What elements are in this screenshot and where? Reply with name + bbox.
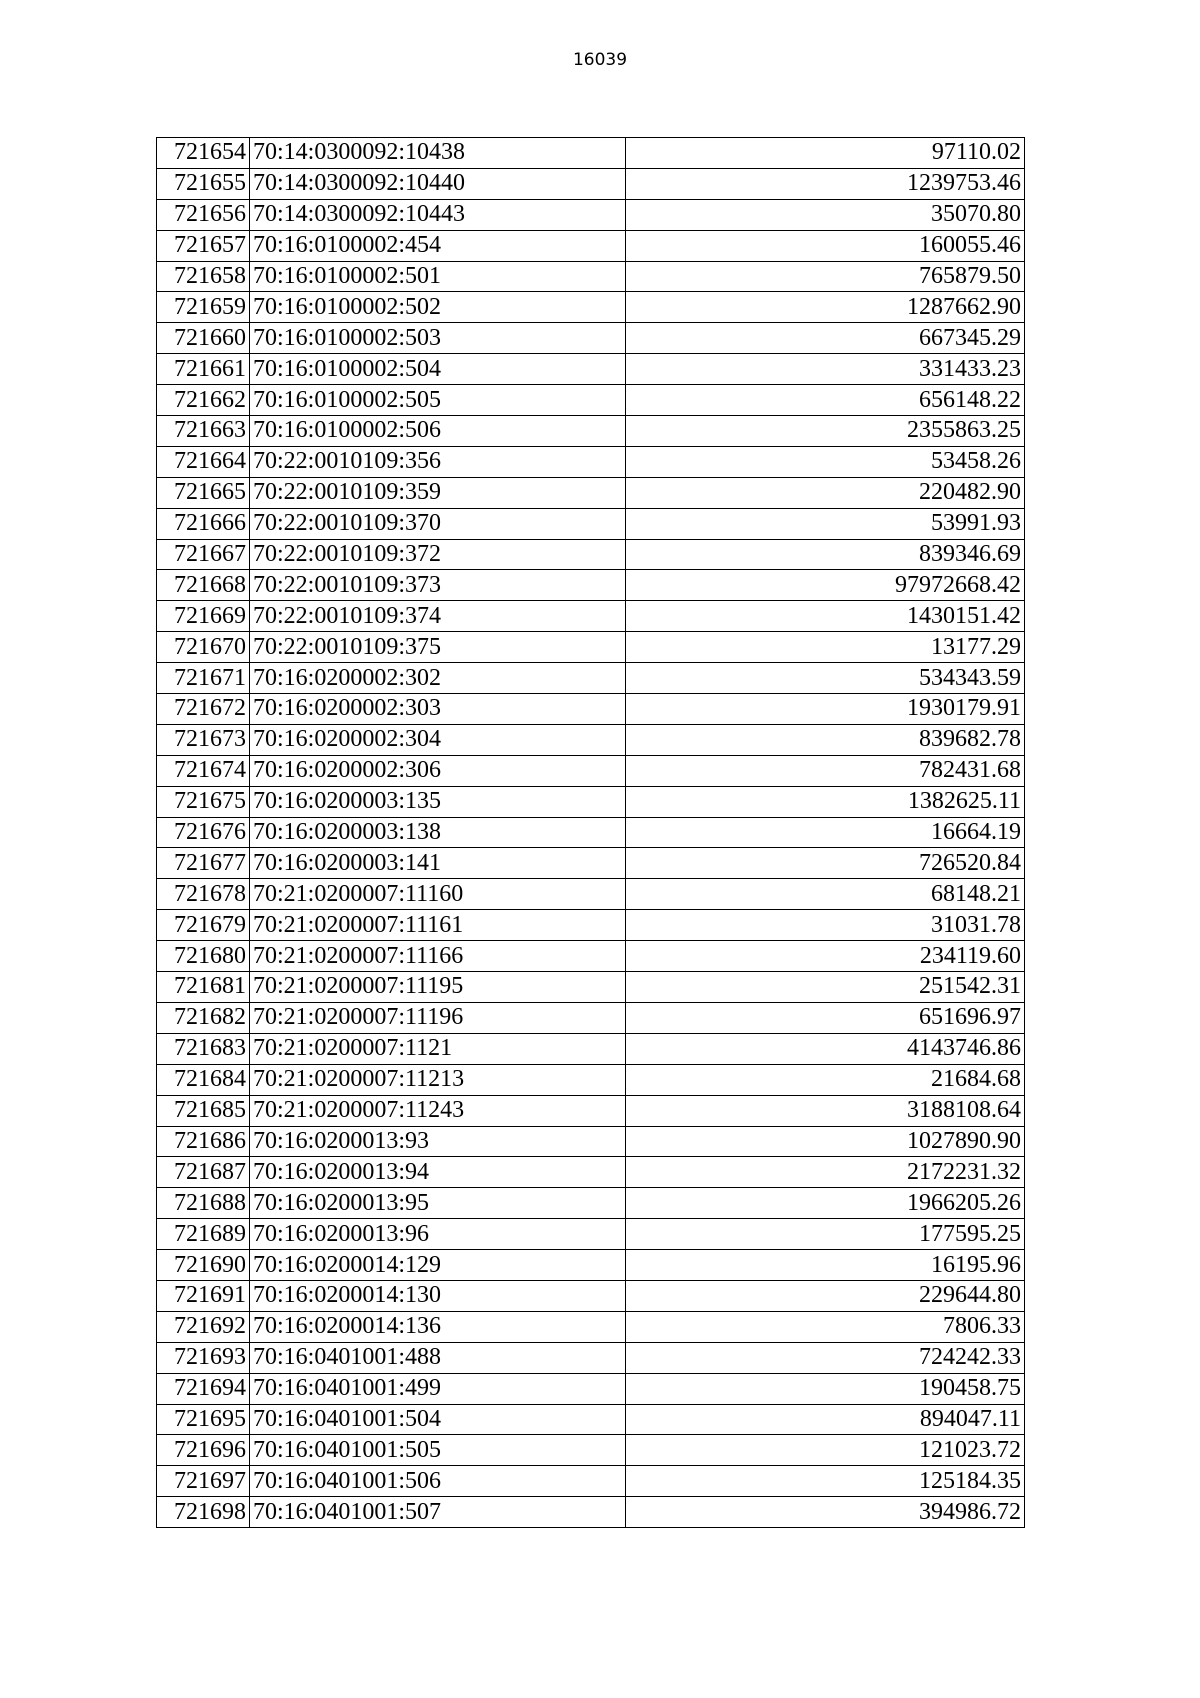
cadastral-value-cell: 656148.22: [626, 385, 1025, 416]
row-number-cell: 721695: [157, 1404, 250, 1435]
cadastral-value-cell: 1287662.90: [626, 292, 1025, 323]
row-number-cell: 721686: [157, 1126, 250, 1157]
table-row: [157, 755, 1025, 786]
table-row: [157, 416, 1025, 447]
cadastral-number-cell: 70:16:0401001:488: [250, 1342, 626, 1373]
row-number-cell: 721668: [157, 570, 250, 601]
cadastral-number-cell: 70:16:0200013:95: [250, 1188, 626, 1219]
row-number-cell: 721675: [157, 786, 250, 817]
table-row: [157, 1280, 1025, 1311]
row-number-cell: 721698: [157, 1497, 250, 1528]
cadastral-value-cell: 13177.29: [626, 632, 1025, 663]
table-row: [157, 1373, 1025, 1404]
table-row: [157, 1466, 1025, 1497]
table-row: [157, 601, 1025, 632]
cadastral-number-cell: 70:21:0200007:11243: [250, 1095, 626, 1126]
table-row: [157, 138, 1025, 169]
cadastral-value-cell: 726520.84: [626, 848, 1025, 879]
cadastral-value-cell: 4143746.86: [626, 1033, 1025, 1064]
cadastral-value-cell: 394986.72: [626, 1497, 1025, 1528]
table-row: [157, 1435, 1025, 1466]
cadastral-number-cell: 70:14:0300092:10438: [250, 138, 626, 169]
table-row: [157, 879, 1025, 910]
row-number-cell: 721672: [157, 694, 250, 725]
table-body: [157, 138, 1025, 1528]
table-row: [157, 354, 1025, 385]
row-number-cell: 721661: [157, 354, 250, 385]
cadastral-value-cell: 160055.46: [626, 230, 1025, 261]
row-number-cell: 721696: [157, 1435, 250, 1466]
table-row: [157, 632, 1025, 663]
cadastral-number-cell: 70:22:0010109:372: [250, 539, 626, 570]
row-number-cell: 721664: [157, 446, 250, 477]
table-row: [157, 539, 1025, 570]
table-row: [157, 941, 1025, 972]
cadastral-number-cell: 70:16:0200014:129: [250, 1250, 626, 1281]
row-number-cell: 721694: [157, 1373, 250, 1404]
cadastral-number-cell: 70:16:0200003:141: [250, 848, 626, 879]
row-number-cell: 721687: [157, 1157, 250, 1188]
cadastral-number-cell: 70:21:0200007:11166: [250, 941, 626, 972]
table-row: [157, 168, 1025, 199]
table-row: [157, 1219, 1025, 1250]
cadastral-value-cell: 1930179.91: [626, 694, 1025, 725]
cadastral-number-cell: 70:16:0401001:505: [250, 1435, 626, 1466]
row-number-cell: 721688: [157, 1188, 250, 1219]
cadastral-number-cell: 70:16:0200014:130: [250, 1280, 626, 1311]
cadastral-value-cell: 724242.33: [626, 1342, 1025, 1373]
row-number-cell: 721665: [157, 477, 250, 508]
table-row: [157, 1033, 1025, 1064]
cadastral-value-cell: 21684.68: [626, 1064, 1025, 1095]
cadastral-value-cell: 2355863.25: [626, 416, 1025, 447]
cadastral-value-cell: 229644.80: [626, 1280, 1025, 1311]
cadastral-number-cell: 70:21:0200007:11160: [250, 879, 626, 910]
cadastral-number-cell: 70:21:0200007:11161: [250, 910, 626, 941]
row-number-cell: 721670: [157, 632, 250, 663]
cadastral-value-cell: 1239753.46: [626, 168, 1025, 199]
row-number-cell: 721683: [157, 1033, 250, 1064]
cadastral-value-cell: 53458.26: [626, 446, 1025, 477]
row-number-cell: 721689: [157, 1219, 250, 1250]
cadastral-number-cell: 70:16:0200003:138: [250, 817, 626, 848]
table-row: [157, 446, 1025, 477]
table-row: [157, 972, 1025, 1003]
table-row: [157, 292, 1025, 323]
cadastral-value-cell: 782431.68: [626, 755, 1025, 786]
cadastral-number-cell: 70:16:0200002:303: [250, 694, 626, 725]
table-row: [157, 724, 1025, 755]
table-row: [157, 910, 1025, 941]
cadastral-number-cell: 70:22:0010109:359: [250, 477, 626, 508]
row-number-cell: 721681: [157, 972, 250, 1003]
cadastral-value-cell: 1430151.42: [626, 601, 1025, 632]
row-number-cell: 721697: [157, 1466, 250, 1497]
table-row: [157, 848, 1025, 879]
cadastral-number-cell: 70:16:0200013:93: [250, 1126, 626, 1157]
cadastral-value-cell: 121023.72: [626, 1435, 1025, 1466]
table-row: [157, 1064, 1025, 1095]
row-number-cell: 721669: [157, 601, 250, 632]
cadastral-number-cell: 70:22:0010109:373: [250, 570, 626, 601]
cadastral-value-cell: 16664.19: [626, 817, 1025, 848]
cadastral-value-cell: 35070.80: [626, 199, 1025, 230]
table-row: [157, 230, 1025, 261]
cadastral-value-cell: 125184.35: [626, 1466, 1025, 1497]
cadastral-number-cell: 70:16:0401001:506: [250, 1466, 626, 1497]
row-number-cell: 721678: [157, 879, 250, 910]
cadastral-value-cell: 651696.97: [626, 1002, 1025, 1033]
table-row: [157, 508, 1025, 539]
cadastral-value-cell: 894047.11: [626, 1404, 1025, 1435]
row-number-cell: 721691: [157, 1280, 250, 1311]
row-number-cell: 721685: [157, 1095, 250, 1126]
cadastral-number-cell: 70:16:0200003:135: [250, 786, 626, 817]
cadastral-value-cell: 534343.59: [626, 663, 1025, 694]
table-row: [157, 1497, 1025, 1528]
row-number-cell: 721657: [157, 230, 250, 261]
cadastral-value-cell: 234119.60: [626, 941, 1025, 972]
cadastral-value-cell: 1027890.90: [626, 1126, 1025, 1157]
cadastral-number-cell: 70:16:0100002:506: [250, 416, 626, 447]
cadastral-number-cell: 70:22:0010109:374: [250, 601, 626, 632]
cadastral-value-cell: 16195.96: [626, 1250, 1025, 1281]
cadastral-number-cell: 70:16:0100002:502: [250, 292, 626, 323]
cadastral-value-cell: 220482.90: [626, 477, 1025, 508]
cadastral-number-cell: 70:21:0200007:11213: [250, 1064, 626, 1095]
table-row: [157, 385, 1025, 416]
cadastral-number-cell: 70:21:0200007:1121: [250, 1033, 626, 1064]
cadastral-number-cell: 70:21:0200007:11195: [250, 972, 626, 1003]
row-number-cell: 721659: [157, 292, 250, 323]
cadastral-value-cell: 190458.75: [626, 1373, 1025, 1404]
cadastral-value-cell: 53991.93: [626, 508, 1025, 539]
row-number-cell: 721658: [157, 261, 250, 292]
table-row: [157, 1404, 1025, 1435]
row-number-cell: 721663: [157, 416, 250, 447]
cadastral-number-cell: 70:16:0100002:501: [250, 261, 626, 292]
cadastral-value-cell: 331433.23: [626, 354, 1025, 385]
cadastral-number-cell: 70:16:0200002:306: [250, 755, 626, 786]
cadastral-number-cell: 70:22:0010109:375: [250, 632, 626, 663]
table-row: [157, 786, 1025, 817]
cadastral-value-cell: 177595.25: [626, 1219, 1025, 1250]
cadastral-value-cell: 667345.29: [626, 323, 1025, 354]
cadastral-value-cell: 97972668.42: [626, 570, 1025, 601]
row-number-cell: 721655: [157, 168, 250, 199]
row-number-cell: 721654: [157, 138, 250, 169]
row-number-cell: 721667: [157, 539, 250, 570]
row-number-cell: 721684: [157, 1064, 250, 1095]
page-number: 16039: [572, 50, 628, 70]
cadastral-number-cell: 70:16:0200013:96: [250, 1219, 626, 1250]
cadastral-value-cell: 3188108.64: [626, 1095, 1025, 1126]
cadastral-number-cell: 70:14:0300092:10443: [250, 199, 626, 230]
row-number-cell: 721679: [157, 910, 250, 941]
row-number-cell: 721693: [157, 1342, 250, 1373]
cadastral-value-cell: 1966205.26: [626, 1188, 1025, 1219]
table-row: [157, 694, 1025, 725]
cadastral-number-cell: 70:22:0010109:356: [250, 446, 626, 477]
cadastral-number-cell: 70:14:0300092:10440: [250, 168, 626, 199]
table-row: [157, 663, 1025, 694]
cadastral-value-cell: 2172231.32: [626, 1157, 1025, 1188]
table-row: [157, 1157, 1025, 1188]
cadastral-number-cell: 70:16:0200014:136: [250, 1311, 626, 1342]
cadastral-number-cell: 70:16:0401001:507: [250, 1497, 626, 1528]
table-row: [157, 570, 1025, 601]
table-row: [157, 477, 1025, 508]
table-row: [157, 1002, 1025, 1033]
table-row: [157, 199, 1025, 230]
table-row: [157, 817, 1025, 848]
cadastral-number-cell: 70:16:0100002:454: [250, 230, 626, 261]
table-row: [157, 261, 1025, 292]
cadastral-number-cell: 70:16:0401001:504: [250, 1404, 626, 1435]
cadastral-value-cell: 97110.02: [626, 138, 1025, 169]
cadastral-number-cell: 70:16:0100002:505: [250, 385, 626, 416]
table-row: [157, 1342, 1025, 1373]
table-row: [157, 1126, 1025, 1157]
cadastral-value-cell: 1382625.11: [626, 786, 1025, 817]
row-number-cell: 721682: [157, 1002, 250, 1033]
row-number-cell: 721674: [157, 755, 250, 786]
row-number-cell: 721690: [157, 1250, 250, 1281]
table-row: [157, 1188, 1025, 1219]
cadastral-value-table: [156, 137, 1025, 1528]
cadastral-number-cell: 70:16:0200013:94: [250, 1157, 626, 1188]
cadastral-value-cell: 839346.69: [626, 539, 1025, 570]
row-number-cell: 721677: [157, 848, 250, 879]
cadastral-value-cell: 765879.50: [626, 261, 1025, 292]
row-number-cell: 721692: [157, 1311, 250, 1342]
row-number-cell: 721662: [157, 385, 250, 416]
cadastral-number-cell: 70:16:0200002:302: [250, 663, 626, 694]
row-number-cell: 721673: [157, 724, 250, 755]
row-number-cell: 721666: [157, 508, 250, 539]
row-number-cell: 721676: [157, 817, 250, 848]
cadastral-value-cell: 839682.78: [626, 724, 1025, 755]
cadastral-number-cell: 70:16:0200002:304: [250, 724, 626, 755]
cadastral-number-cell: 70:16:0401001:499: [250, 1373, 626, 1404]
cadastral-number-cell: 70:16:0100002:503: [250, 323, 626, 354]
table-row: [157, 1250, 1025, 1281]
cadastral-value-cell: 251542.31: [626, 972, 1025, 1003]
cadastral-value-cell: 31031.78: [626, 910, 1025, 941]
cadastral-number-cell: 70:16:0100002:504: [250, 354, 626, 385]
row-number-cell: 721671: [157, 663, 250, 694]
cadastral-number-cell: 70:21:0200007:11196: [250, 1002, 626, 1033]
table-row: [157, 323, 1025, 354]
cadastral-value-cell: 7806.33: [626, 1311, 1025, 1342]
row-number-cell: 721680: [157, 941, 250, 972]
cadastral-number-cell: 70:22:0010109:370: [250, 508, 626, 539]
table-row: [157, 1311, 1025, 1342]
row-number-cell: 721660: [157, 323, 250, 354]
row-number-cell: 721656: [157, 199, 250, 230]
table-row: [157, 1095, 1025, 1126]
cadastral-value-cell: 68148.21: [626, 879, 1025, 910]
